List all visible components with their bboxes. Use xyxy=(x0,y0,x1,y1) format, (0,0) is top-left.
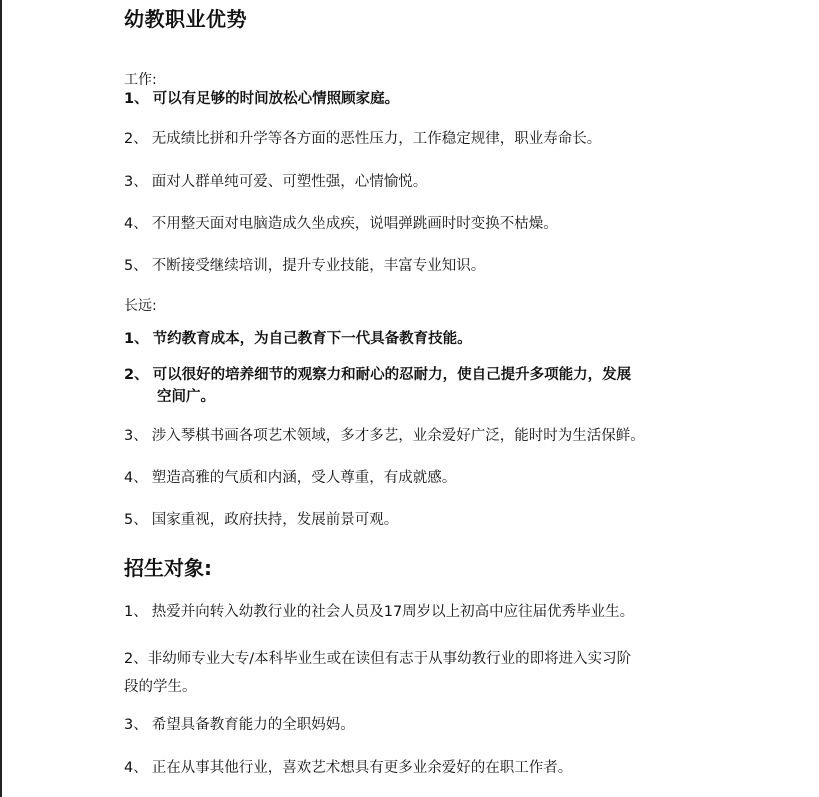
list-item xyxy=(124,714,355,736)
list-item xyxy=(124,509,398,531)
item-text: 无成绩比拼和升学等各方面的恶性压力，工作稳定规律，职业寿命长。 xyxy=(151,131,602,147)
item-text: 希望具备教育能力的全职妈妈。 xyxy=(151,717,355,733)
item-number: 1、 xyxy=(124,91,149,107)
item-text-continuation: 段的学生。 xyxy=(124,679,197,695)
list-item xyxy=(124,213,558,235)
list-item xyxy=(124,425,645,447)
item-text: 非幼师专业大专/本科毕业生或在读但有志于从事幼教行业的即将进入实习阶 xyxy=(147,651,632,667)
item-number: 2、 xyxy=(124,651,148,667)
item-number: 1、 xyxy=(124,604,148,620)
item-text: 不用整天面对电脑造成久坐成疾，说唱弹跳画时时变换不枯燥。 xyxy=(151,216,558,232)
item-text: 涉入琴棋书画各项艺术领域，多才多艺，业余爱好广泛，能时时为生活保鲜。 xyxy=(151,428,645,444)
list-item xyxy=(124,364,714,408)
item-text: 正在从事其他行业，喜欢艺术想具有更多业余爱好的在职工作者。 xyxy=(151,760,573,776)
item-text-continuation: 空间广。 xyxy=(157,389,215,405)
list-item xyxy=(124,88,399,110)
list-item xyxy=(124,328,472,350)
list-item xyxy=(124,255,485,277)
list-item xyxy=(124,128,601,150)
item-text: 节约教育成本，为自己教育下一代具备教育技能。 xyxy=(152,331,472,347)
document-title: 幼教职业优势 xyxy=(124,7,247,31)
item-text: 可以很好的培养细节的观察力和耐心的忍耐力，使自己提升多项能力，发展 xyxy=(152,367,632,383)
enrollment-heading: 招生对象: xyxy=(124,556,212,580)
list-item xyxy=(124,645,714,701)
item-number: 3、 xyxy=(124,717,148,733)
item-number: 2、 xyxy=(124,131,148,147)
item-number: 3、 xyxy=(124,174,148,190)
item-text: 不断接受继续培训，提升专业技能，丰富专业知识。 xyxy=(151,258,486,274)
item-number: 4、 xyxy=(124,216,148,232)
item-number: 3、 xyxy=(124,428,148,444)
item-number: 4、 xyxy=(124,470,148,486)
item-text: 塑造高雅的气质和内涵，受人尊重，有成就感。 xyxy=(151,470,457,486)
item-text: 国家重视，政府扶持，发展前景可观。 xyxy=(151,512,399,528)
item-number: 5、 xyxy=(124,258,148,274)
list-item xyxy=(124,467,456,489)
list-item xyxy=(124,757,572,779)
item-number: 1、 xyxy=(124,331,149,347)
list-item xyxy=(124,601,634,623)
item-number: 2、 xyxy=(124,367,149,383)
item-number: 4、 xyxy=(124,760,148,776)
item-text: 可以有足够的时间放松心情照顾家庭。 xyxy=(152,91,400,107)
section-label-work: 工作: xyxy=(124,72,157,88)
item-text: 热爱并向转入幼教行业的社会人员及17周岁以上初高中应往届优秀毕业生。 xyxy=(151,604,635,620)
item-number: 5、 xyxy=(124,512,148,528)
item-text: 面对人群单纯可爱、可塑性强，心情愉悦。 xyxy=(151,174,428,190)
section-label-longterm: 长远: xyxy=(124,298,157,314)
list-item xyxy=(124,171,427,193)
